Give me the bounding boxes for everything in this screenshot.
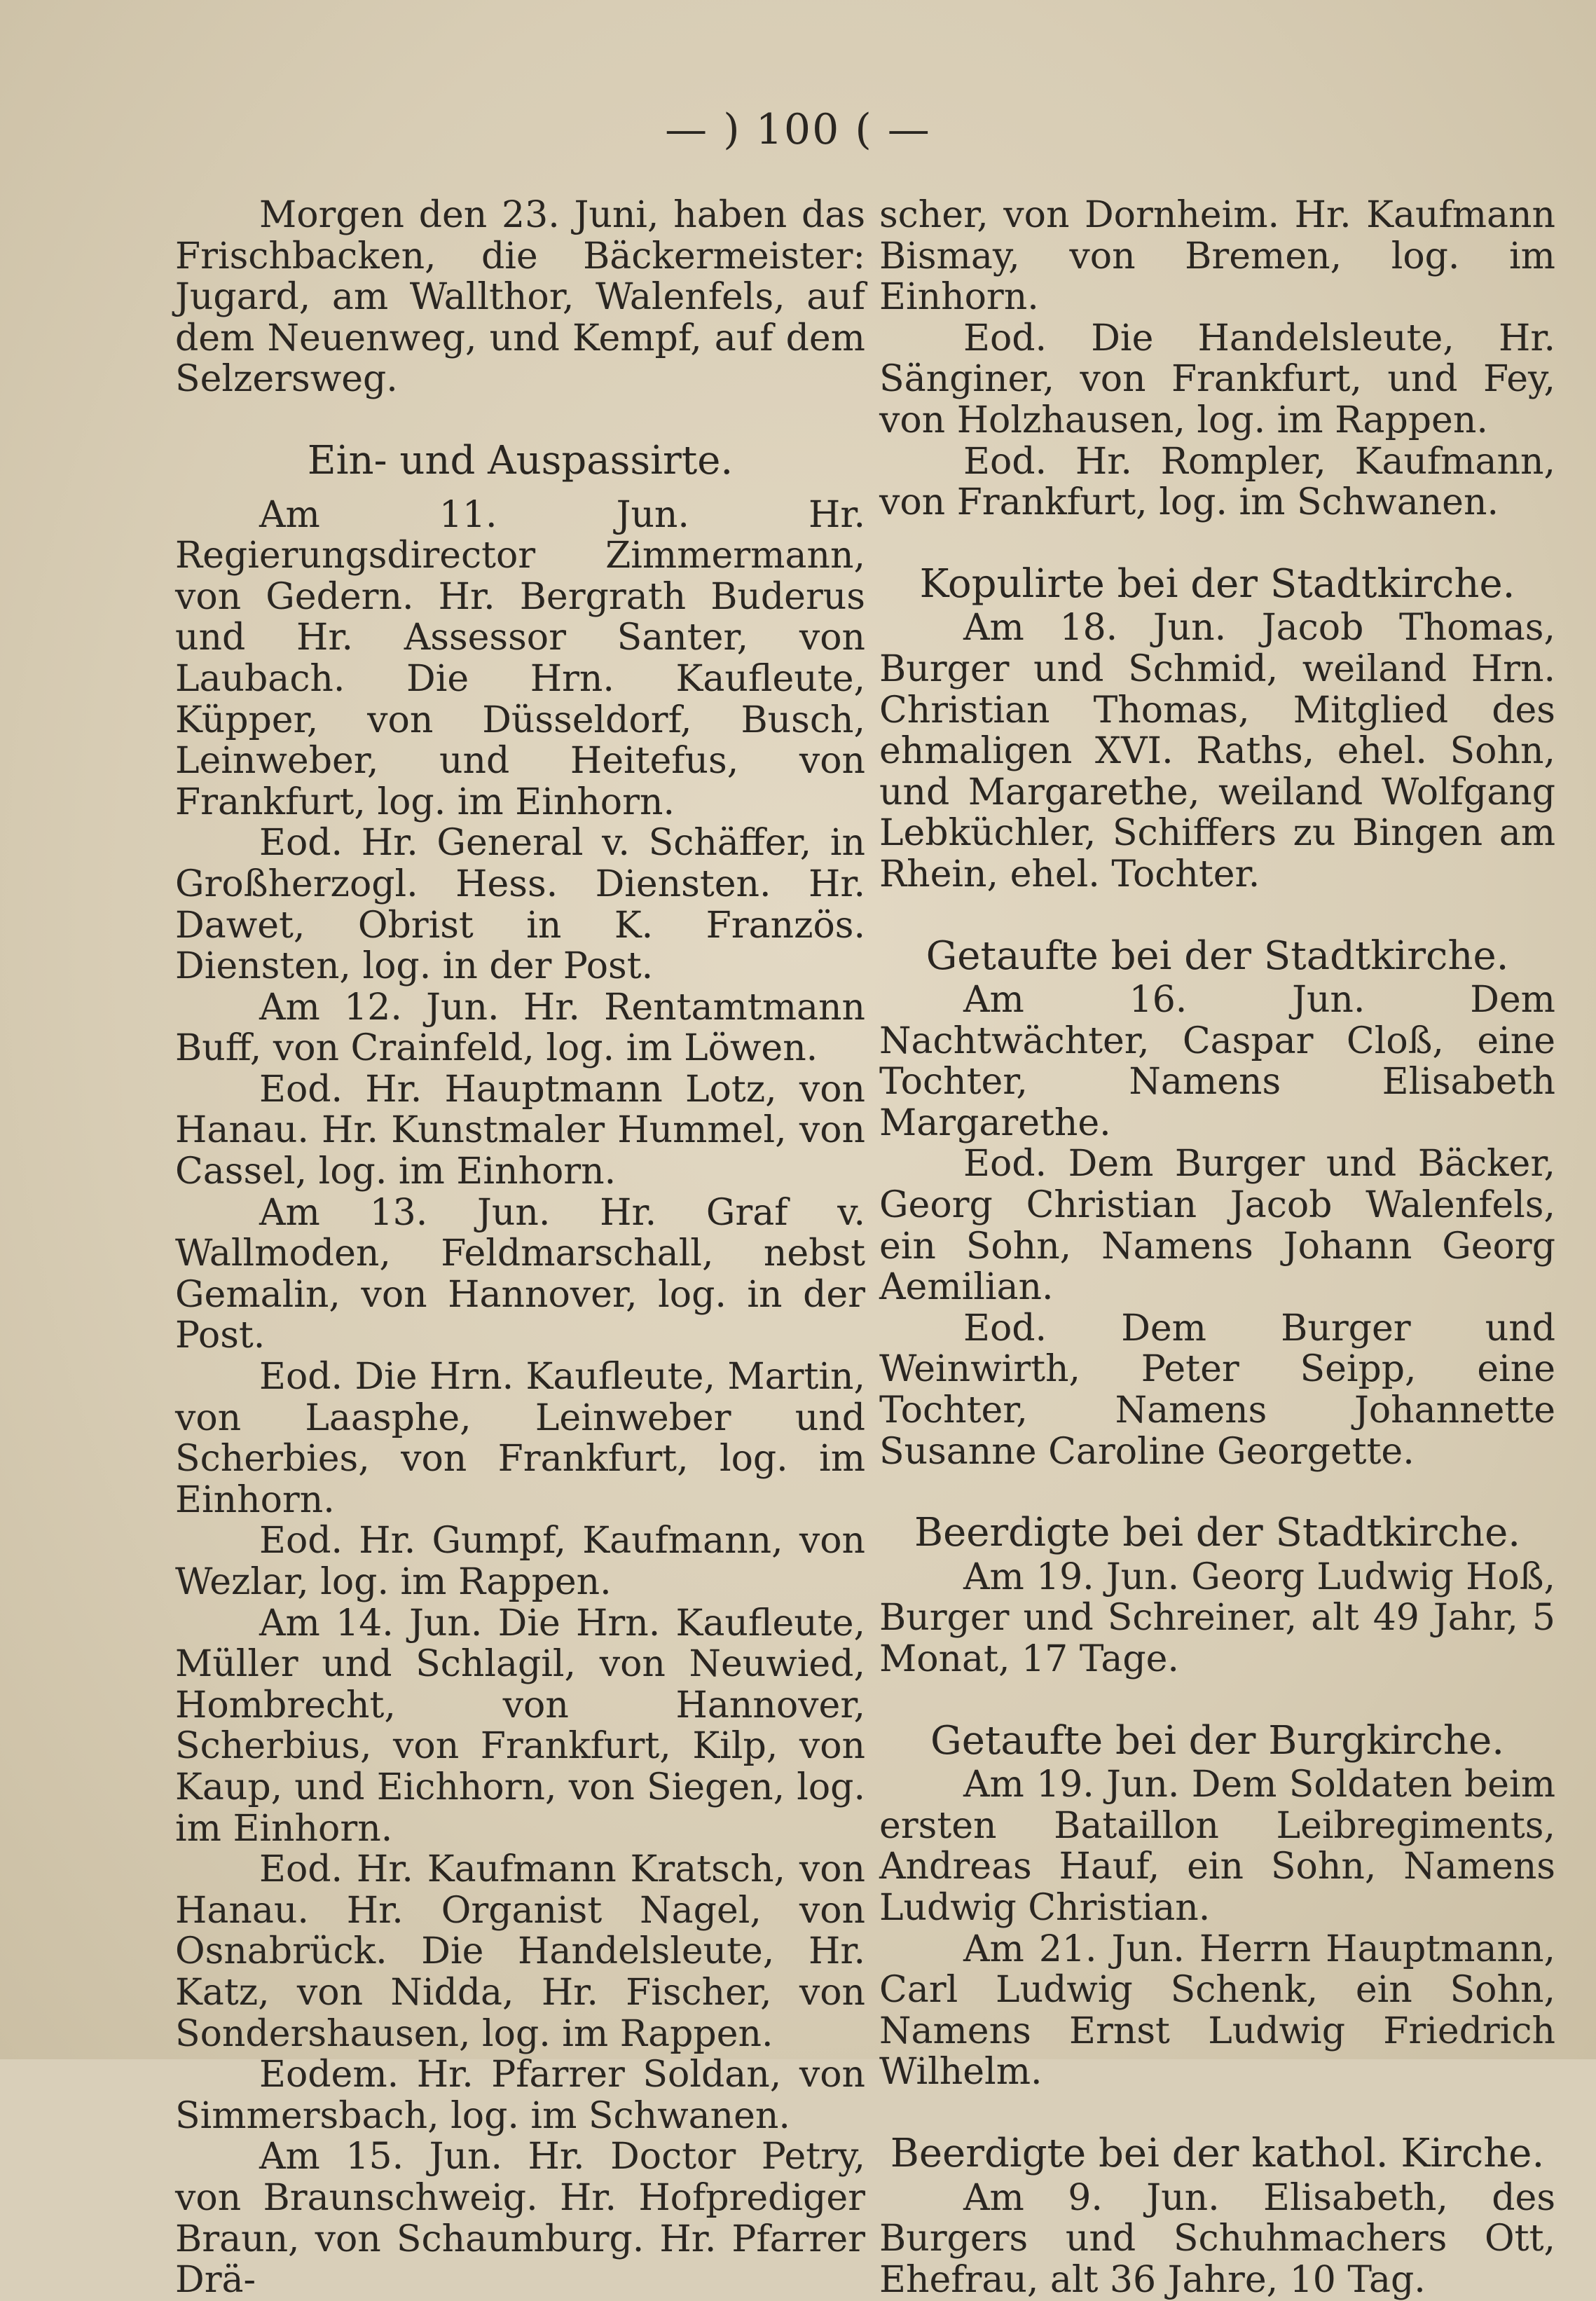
passenger-entry: Eodem. Hr. Pfarrer Soldan, von Simmersbach, log. im Schwanen. <box>175 2054 865 2137</box>
passenger-entry: Eod. Hr. General v. Schäffer, in Großherzogl. Hess. Diensten. Hr. Dawet, Obrist in K. Französ. Diensten, log. in der Post. <box>175 822 865 988</box>
left-column <box>175 195 865 2301</box>
passenger-entry: Am 14. Jun. Die Hrn. Kaufleute, Müller und Schlagil, von Neuwied, Hombrecht, von Hannover, Scherbius, von Frankfurt, Kilp, von Kaup, und Eichhorn, von Siegen, log. im Einhorn. <box>175 1602 865 1850</box>
burial-entry: Am 19. Jun. Georg Ludwig Hoß, Burger und Schreiner, alt 49 Jahr, 5 Monat, 17 Tage. <box>879 1555 1555 1680</box>
marriage-entry: Am 18. Jun. Jacob Thomas, Burger und Schmid, weiland Hrn. Christian Thomas, Mitglied des ehmaligen XVI. Raths, ehel. Sohn, und Margarethe, weiland Wolfgang Lebküchler, Schiffers zu Bingen am Rhein, ehel. Tochter. <box>879 607 1555 895</box>
passenger-entry: Eod. Hr. Kaufmann Kratsch, von Hanau. Hr. Organist Nagel, von Osnabrück. Die Handelsleute, Hr. Katz, von Nidda, Hr. Fischer, von Sondershausen, log. im Rappen. <box>175 1848 865 2055</box>
passenger-entry: Eod. Die Hrn. Kaufleute, Martin, von Laasphe, Leinweber und Scherbies, von Frankfurt, log. im Einhorn. <box>175 1356 865 1521</box>
passenger-entry: Eod. Hr. Hauptmann Lotz, von Hanau. Hr. Kunstmaler Hummel, von Cassel, log. im Einhorn. <box>175 1068 865 1193</box>
baptism-entry: Am 19. Jun. Dem Soldaten beim ersten Bataillon Leibregiments, Andreas Hauf, ein Sohn, Namens Ludwig Christian. <box>879 1764 1555 1929</box>
section-title-marriages: Kopulirte bei der Stadtkirche. <box>919 561 1515 607</box>
baptism-entry: Am 16. Jun. Dem Nachtwächter, Caspar Cloß, eine Tochter, Namens Elisabeth Margarethe. <box>879 979 1555 1144</box>
section-title-burials-catholic: Beerdigte bei der kathol. Kirche. <box>890 2130 1545 2176</box>
section-title-passengers: Ein- und Auspassirte. <box>307 437 734 483</box>
baker-notice: Morgen den 23. Juni, haben das Frischbacken, die Bäckermeister: Jugard, am Wallthor, Walenfels, auf dem Neuenweg, und Kempf, auf dem Selzersweg. <box>175 194 865 401</box>
baptism-entry: Eod. Dem Burger und Weinwirth, Peter Seipp, eine Tochter, Namens Johannette Susanne Caroline Georgette. <box>879 1307 1555 1473</box>
section-title-baptisms-burgkirche: Getaufte bei der Burgkirche. <box>930 1717 1505 1764</box>
passenger-entry: Am 12. Jun. Hr. Rentamtmann Buff, von Crainfeld, log. im Löwen. <box>175 986 865 1070</box>
baptism-entry: Am 21. Jun. Herrn Hauptmann, Carl Ludwig Schenk, ein Sohn, Namens Ernst Ludwig Friedrich Wilhelm. <box>879 1928 1555 2094</box>
passenger-entry-continued: scher, von Dornheim. Hr. Kaufmann Bismay, von Bremen, log. im Einhorn. <box>879 194 1555 319</box>
passenger-entry: Eod. Hr. Gumpf, Kaufmann, von Wezlar, log. im Rappen. <box>175 1520 865 1603</box>
passenger-entry: Am 13. Jun. Hr. Graf v. Wallmoden, Feldmarschall, nebst Gemalin, von Hannover, log. in der Post. <box>175 1191 865 1357</box>
passenger-entry: Am 11. Jun. Hr. Regierungsdirector Zimmermann, von Gedern. Hr. Bergrath Buderus und Hr. Assessor Santer, von Laubach. Die Hrn. Kaufleute, Küpper, von Düsseldorf, Busch, Leinweber, und Heitefus, von Frankfurt, log. im Einhorn. <box>175 493 865 823</box>
baptism-entry: Eod. Dem Burger und Bäcker, Georg Christian Jacob Walenfels, ein Sohn, Namens Johann Georg Aemilian. <box>879 1143 1555 1309</box>
passenger-entry: Eod. Hr. Rompler, Kaufmann, von Frankfurt, log. im Schwanen. <box>879 440 1555 524</box>
burial-entry: Am 9. Jun. Elisabeth, des Burgers und Schuhmachers Ott, Ehefrau, alt 36 Jahre, 10 Tag. <box>879 2176 1555 2301</box>
section-title-burials-stadtkirche: Beerdigte bei der Stadtkirche. <box>914 1510 1521 1556</box>
right-column <box>879 195 1555 2300</box>
passenger-entry: Eod. Die Handelsleute, Hr. Sänginer, von Frankfurt, und Fey, von Holzhausen, log. im Rappen. <box>879 317 1555 441</box>
page-number-header: — ) 100 ( — <box>665 105 931 154</box>
passenger-entry: Am 15. Jun. Hr. Doctor Petry, von Braunschweig. Hr. Hofprediger Braun, von Schaumburg. Hr. Pfarrer Drä- <box>175 2136 865 2301</box>
section-title-baptisms-stadtkirche: Getaufte bei der Stadtkirche. <box>926 933 1509 979</box>
